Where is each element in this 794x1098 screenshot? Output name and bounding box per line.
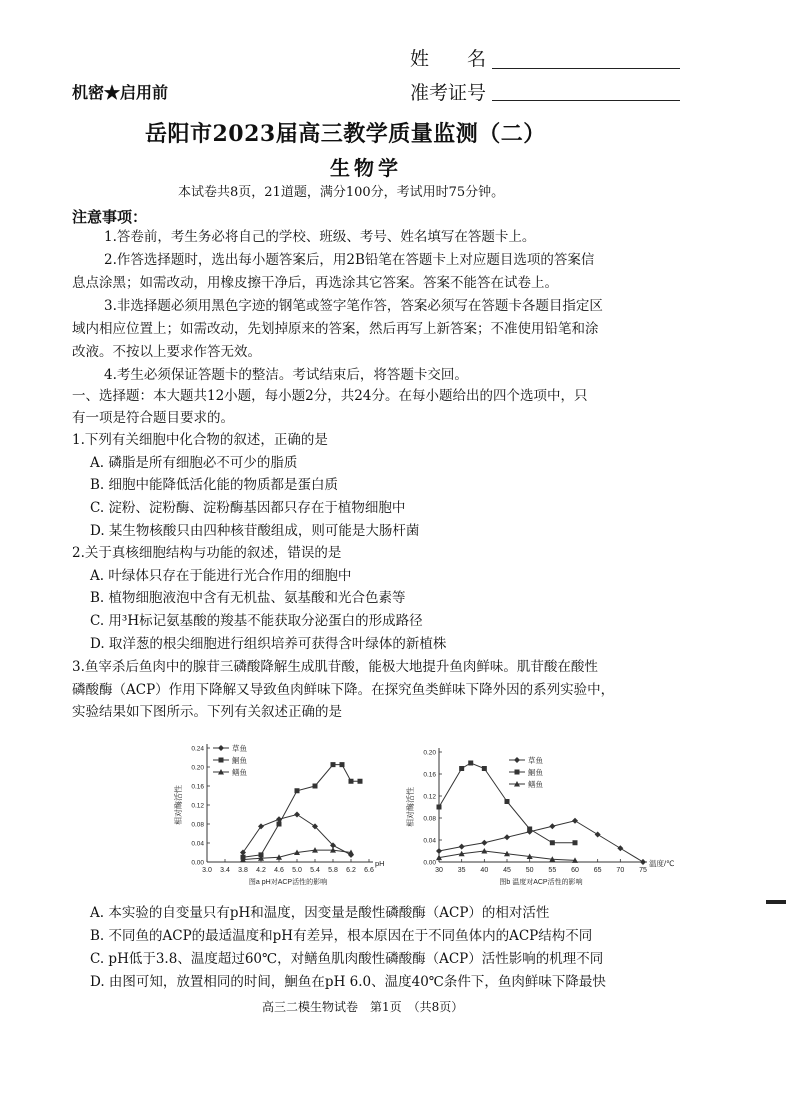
q3-option-d[interactable]: D. 由图可知，放置相同的时间，鮰鱼在pH 6.0、温度40℃条件下，鱼肉鲜味下降最快 <box>90 974 606 990</box>
chart-a-series-1-point-5 <box>331 762 336 767</box>
q3-stem-line1: 3.鱼宰杀后鱼肉中的腺苷三磷酸降解生成肌苷酸，能极大地提升鱼肉鲜味。肌苷酸在酸性 <box>72 659 598 675</box>
chart-b-title: 图b 温度对ACP活性的影响 <box>499 879 583 886</box>
chart-a-series-0-point-0 <box>240 850 246 856</box>
chart-b-x-tick-label-4: 50 <box>525 867 534 874</box>
q2-option-b[interactable]: B. 植物细胞液泡中含有无机盐、氨基酸和光合色素等 <box>90 590 406 606</box>
chart-a-legend-1-label: 鮰鱼 <box>232 756 247 765</box>
q1-stem: 1.下列有关细胞中化合物的叙述，正确的是 <box>72 432 328 448</box>
name-label: 姓 名 <box>410 48 487 70</box>
exam-title: 岳阳市2023届高三教学质量监测（二） <box>145 121 546 147</box>
chart-b-series-1-point-4 <box>505 799 510 804</box>
chart-b-y-label: 相对酶活性 <box>406 787 415 827</box>
notice-line-3: 息点涂黑；如需改动，用橡皮擦干净后，再选涂其它答案。答案不能答在试卷上。 <box>72 275 558 291</box>
q3-stem-line3: 实验结果如下图所示。下列有关叙述正确的是 <box>72 704 342 720</box>
q1-option-d[interactable]: D. 某生物核酸只由四种核苷酸组成，则可能是大肠杆菌 <box>90 523 420 539</box>
chart-a-y-tick-label-0: 0.00 <box>191 859 204 867</box>
page-edge-mark <box>766 900 786 904</box>
chart-a-series-1-point-4 <box>313 784 318 789</box>
chart-b-legend-2-label: 鳝鱼 <box>528 780 543 789</box>
chart-b-legend-0-label: 草鱼 <box>528 756 543 765</box>
chart-a-y-tick-label-1: 0.04 <box>191 840 204 848</box>
chart-b-series-1-point-6 <box>550 840 555 845</box>
chart-b-y-tick-label-1: 0.04 <box>423 837 436 845</box>
chart-a-x-tick-label-5: 5.0 <box>292 867 302 874</box>
notice-line-6: 改液。不按以上要求作答无效。 <box>72 344 261 360</box>
chart-b-series-0-point-0 <box>436 848 442 854</box>
chart-a-series-0-point-1 <box>258 823 264 829</box>
chart-b-series-1-point-1 <box>459 766 464 771</box>
chart-a-legend-2-label: 鳝鱼 <box>232 768 247 777</box>
q2-option-d[interactable]: D. 取洋葱的根尖细胞进行组织培养可获得含叶绿体的新植株 <box>90 636 447 652</box>
chart-b-legend-1-marker <box>515 770 520 775</box>
chart-b-series-1-point-5 <box>527 827 532 832</box>
chart-a-y-label: 相对酶活性 <box>174 785 183 825</box>
q2-option-a[interactable]: A. 叶绿体只存在于能进行光合作用的细胞中 <box>90 568 352 584</box>
chart-b-series-0-point-9 <box>640 859 646 865</box>
chart-b-x-tick-label-5: 55 <box>548 867 557 874</box>
chart-b-x-tick-label-1: 35 <box>457 867 466 874</box>
chart-a-x-tick-label-3: 4.2 <box>256 867 266 874</box>
q3-option-c[interactable]: C. pH低于3.8、温度超过60℃，对鳝鱼肌肉酸性磷酸酶（ACP）活性影响的机理不同 <box>90 951 604 967</box>
chart-b-series-0-line <box>439 821 643 862</box>
chart-b-series-0-point-5 <box>549 823 555 829</box>
chart-b-series-2-point-2 <box>481 848 487 854</box>
chart-b-x-tick-label-8: 70 <box>616 867 625 874</box>
notice-line-7: 4.考生必须保证答题卡的整洁。考试结束后，将答题卡交回。 <box>104 367 468 383</box>
notice-line-5: 域内相应位置上；如需改动，先划掉原来的答案，然后再写上新答案；不准使用铅笔和涂 <box>72 321 599 337</box>
chart-b-x-label: 温度/℃ <box>649 859 675 868</box>
chart-a-x-tick-label-2: 3.8 <box>238 867 248 874</box>
chart-b-y-tick-label-4: 0.16 <box>423 771 436 779</box>
chart-b-series-0-point-1 <box>459 844 465 850</box>
chart-b-series-1-point-7 <box>573 840 578 845</box>
chart-a-series-1-point-7 <box>349 779 354 784</box>
chart-a-series-1-point-8 <box>358 779 363 784</box>
section1-line1: 一、选择题：本大题共12小题，每小题2分，共24分。在每小题给出的四个选项中，只 <box>72 388 588 404</box>
chart-b-temperature-activity <box>405 738 675 898</box>
chart-a-series-1-point-6 <box>340 762 345 767</box>
chart-a-x-tick-label-9: 6.6 <box>364 867 374 874</box>
chart-b-x-tick-label-7: 65 <box>593 867 602 874</box>
chart-b-y-tick-label-0: 0.00 <box>423 859 436 867</box>
chart-a-title: 图a pH对ACP活性的影响 <box>248 879 328 886</box>
chart-a-x-tick-label-0: 3.0 <box>202 867 212 874</box>
notice-heading: 注意事项： <box>72 208 148 226</box>
notice-line-4: 3.非选择题必须用黑色字迹的钢笔或签字笔作答，答案必须写在答题卡各题目指定区 <box>104 298 603 314</box>
secret-label: 机密★启用前 <box>72 83 169 102</box>
chart-b-y-tick-label-2: 0.08 <box>423 815 436 823</box>
q2-option-c[interactable]: C. 用³H标记氨基酸的羧基不能获取分泌蛋白的形成路径 <box>90 613 423 629</box>
chart-a-x-tick-label-6: 5.4 <box>310 867 320 874</box>
chart-b-series-1-point-2 <box>468 761 473 766</box>
chart-b-series-0-point-6 <box>572 818 578 824</box>
chart-b-series-0-point-3 <box>504 834 510 840</box>
notice-line-2: 2.作答选择题时，选出每小题答案后，用2B铅笔在答题卡上对应题目选项的答案信 <box>104 252 595 268</box>
exam-info: 本试卷共8页，21道题，满分100分，考试用时75分钟。 <box>178 185 505 200</box>
chart-a-series-1-point-3 <box>295 788 300 793</box>
chart-a-x-label: pH <box>375 859 385 868</box>
chart-a-series-1-line <box>243 765 360 858</box>
chart-a-legend-0-marker <box>218 745 224 751</box>
chart-a-series-1-point-2 <box>277 822 282 827</box>
subject-title: 生物学 <box>330 156 402 180</box>
chart-a-y-tick-label-2: 0.08 <box>191 821 204 829</box>
chart-b-series-0-point-2 <box>481 840 487 846</box>
q2-stem: 2.关于真核细胞结构与功能的叙述，错误的是 <box>72 545 342 561</box>
chart-b-x-tick-label-3: 45 <box>503 867 511 874</box>
chart-a-x-tick-label-1: 3.4 <box>220 867 230 874</box>
name-blank[interactable] <box>492 68 680 69</box>
q3-option-a[interactable]: A. 本实验的自变量只有pH和温度，因变量是酸性磷酸酶（ACP）的相对活性 <box>90 905 550 921</box>
chart-a-ph-activity <box>174 738 395 898</box>
page-footer: 高三二模生物试卷 第1页 （共8页） <box>262 1000 464 1014</box>
chart-b-series-1-point-3 <box>482 766 487 771</box>
chart-a-y-tick-label-3: 0.12 <box>191 802 204 810</box>
chart-a-y-tick-label-5: 0.20 <box>191 764 204 772</box>
chart-a-legend-0-label: 草鱼 <box>232 744 247 753</box>
chart-a-x-tick-label-8: 6.2 <box>346 867 356 874</box>
q3-stem-line2: 磷酸酶（ACP）作用下降解又导致鱼肉鲜味下降。在探究鱼类鲜味下降外因的系列实验中， <box>72 682 615 698</box>
chart-b-x-tick-label-2: 40 <box>480 867 489 874</box>
q1-option-b[interactable]: B. 细胞中能降低活化能的物质都是蛋白质 <box>90 477 339 493</box>
chart-a-y-tick-label-4: 0.16 <box>191 783 204 791</box>
notice-line-1: 1.答卷前，考生务必将自己的学校、班级、考号、姓名填写在答题卡上。 <box>104 229 536 245</box>
q1-option-a[interactable]: A. 磷脂是所有细胞必不可少的脂质 <box>90 455 298 471</box>
chart-b-series-0-point-7 <box>595 832 601 838</box>
q1-option-c[interactable]: C. 淀粉、淀粉酶、淀粉酶基因都只存在于植物细胞中 <box>90 500 406 516</box>
chart-b-x-tick-label-9: 75 <box>639 867 647 874</box>
chart-a-series-0-line <box>243 815 351 855</box>
exam-id-label: 准考证号 <box>410 82 487 104</box>
exam-id-blank[interactable] <box>492 100 680 101</box>
chart-a-legend-1-marker <box>219 758 224 763</box>
chart-b-x-tick-label-0: 30 <box>435 867 443 874</box>
chart-b-legend-0-marker <box>514 757 520 763</box>
chart-b-legend-1-label: 鮰鱼 <box>528 768 543 777</box>
chart-b-x-tick-label-6: 60 <box>571 867 579 874</box>
chart-b-series-0-point-8 <box>617 845 623 851</box>
q3-option-b[interactable]: B. 不同鱼的ACP的最适温度和pH有差异，根本原因在于不同鱼体内的ACP结构不同 <box>90 928 593 944</box>
chart-a-x-tick-label-4: 4.6 <box>274 867 284 874</box>
chart-b-y-tick-label-5: 0.20 <box>423 749 436 757</box>
chart-a-series-0-point-3 <box>294 812 300 818</box>
chart-b-series-1-point-0 <box>437 805 442 810</box>
chart-b-y-tick-label-3: 0.12 <box>423 793 436 801</box>
section1-line2: 有一项是符合题目要求的。 <box>72 410 234 426</box>
chart-a-x-tick-label-7: 5.8 <box>328 867 338 874</box>
chart-a-y-tick-label-6: 0.24 <box>191 745 204 753</box>
